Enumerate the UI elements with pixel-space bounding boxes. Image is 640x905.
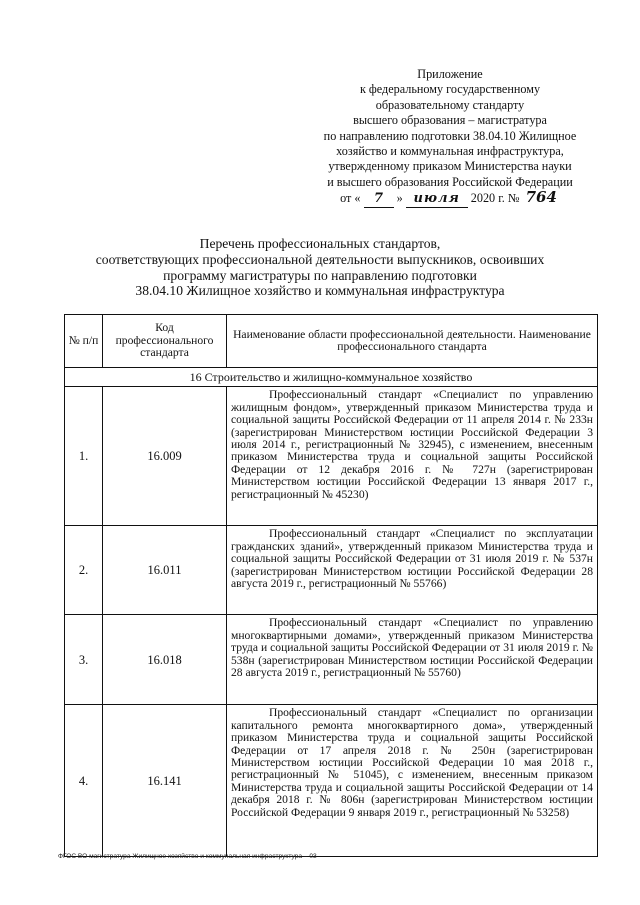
appendix-block <box>300 67 600 208</box>
row-number: 1. <box>65 387 103 526</box>
appendix-line: утвержденному приказом Министерства науки <box>328 159 572 174</box>
date-prefix: от « <box>340 191 361 206</box>
table-header-row <box>65 315 598 368</box>
standard-description: Профессиональный стандарт «Специалист по организации капитального ремонта многоквартирного дома», утвержденный приказом Министерства труда и социальной защиты Российской Федерации от 17 апреля 2018 г. № 250н (зарегистрирован Министерством юстиции Российской Федерации 10 мая 2018 г., регистрационный № 51045), с изменением, внесенным приказом Министерства труда и социальной защиты Российской Федерации от 14 декабря 2018 г. № 806н (зарегистрирован Министерством юстиции Российской Федерации 9 января 2019 г., регистрационный № 53258) <box>227 705 598 857</box>
table-row <box>65 526 598 615</box>
title-line: программу магистратуры по направлению подготовки <box>163 267 477 283</box>
section-title: 16 Строительство и жилищно-коммунальное хозяйство <box>65 368 598 387</box>
section-row <box>65 368 598 387</box>
appendix-line: хозяйство и коммунальная инфраструктура, <box>336 144 564 159</box>
table-row <box>65 615 598 705</box>
standard-description: Профессиональный стандарт «Специалист по эксплуатации гражданских зданий», утвержденный приказом Министерства труда и социальной защиты Российской Федерации от 31 июля 2019 г. № 537н (зарегистрирован Министерством юстиции Российской Федерации 28 августа 2019 г., регистрационный № 55766) <box>227 526 598 615</box>
handwritten-order-number: 764 <box>525 188 557 207</box>
appendix-line: по направлению подготовки 38.04.10 Жилищное <box>323 128 577 143</box>
title-line: 38.04.10 Жилищное хозяйство и коммунальная инфраструктура <box>135 283 505 299</box>
handwritten-month: июля <box>406 191 468 207</box>
standards-table <box>64 314 598 857</box>
standard-code: 16.141 <box>103 705 227 857</box>
table-row <box>65 387 598 526</box>
handwritten-day: 7 <box>364 191 394 207</box>
title-line: Перечень профессиональных стандартов, <box>199 236 441 251</box>
standard-description: Профессиональный стандарт «Специалист по управлению жилищным фондом», утвержденный приказом Министерства труда и социальной защиты Российской Федерации от 11 апреля 2014 г. № 233н (зарегистрирован Министерством юстиции Российской Федерации 3 июля 2014 г., регистрационный № 32945), с изменением, внесенным приказом Министерства труда и социальной защиты Российской Федерации от 12 декабря 2016 г. № 727н (зарегистрирован Министерством юстиции Российской Федерации 13 января 2017 г., регистрационный № 45230) <box>227 387 598 526</box>
appendix-line: Приложение <box>417 67 483 81</box>
appendix-line: высшего образования – магистратура <box>353 113 547 128</box>
document-title <box>60 236 580 299</box>
appendix-line: к федеральному государственному <box>359 82 541 97</box>
date-year: 2020 г. № <box>470 191 520 206</box>
title-line: соответствующих профессиональной деятельности выпускников, освоивших <box>95 251 545 267</box>
standard-code: 16.018 <box>103 615 227 705</box>
header-name: Наименование области профессиональной деятельности. Наименование профессионального стандарта <box>227 315 598 368</box>
page-footer: ФГОС ВО магистратура Жилищное хозяйство и коммунальная инфраструктура – 03 <box>58 853 317 860</box>
row-number: 4. <box>65 705 103 857</box>
header-num: № п/п <box>65 315 103 368</box>
table-row <box>65 705 598 857</box>
appendix-line: и высшего образования Российской Федерации <box>327 174 573 189</box>
order-date-line <box>300 190 600 207</box>
row-number: 3. <box>65 615 103 705</box>
date-mid: » <box>396 191 403 206</box>
header-code: Код профессионального стандарта <box>103 315 227 368</box>
row-number: 2. <box>65 526 103 615</box>
appendix-line: образовательному стандарту <box>375 97 525 112</box>
standard-code: 16.011 <box>103 526 227 615</box>
standard-code: 16.009 <box>103 387 227 526</box>
standard-description: Профессиональный стандарт «Специалист по управлению многоквартирными домами», утвержденный приказом Министерства труда и социальной защиты Российской Федерации от 31 июля 2019 г. № 538н (зарегистрирован Министерством юстиции Российской Федерации 28 августа 2019 г., регистрационный № 55760) <box>227 615 598 705</box>
